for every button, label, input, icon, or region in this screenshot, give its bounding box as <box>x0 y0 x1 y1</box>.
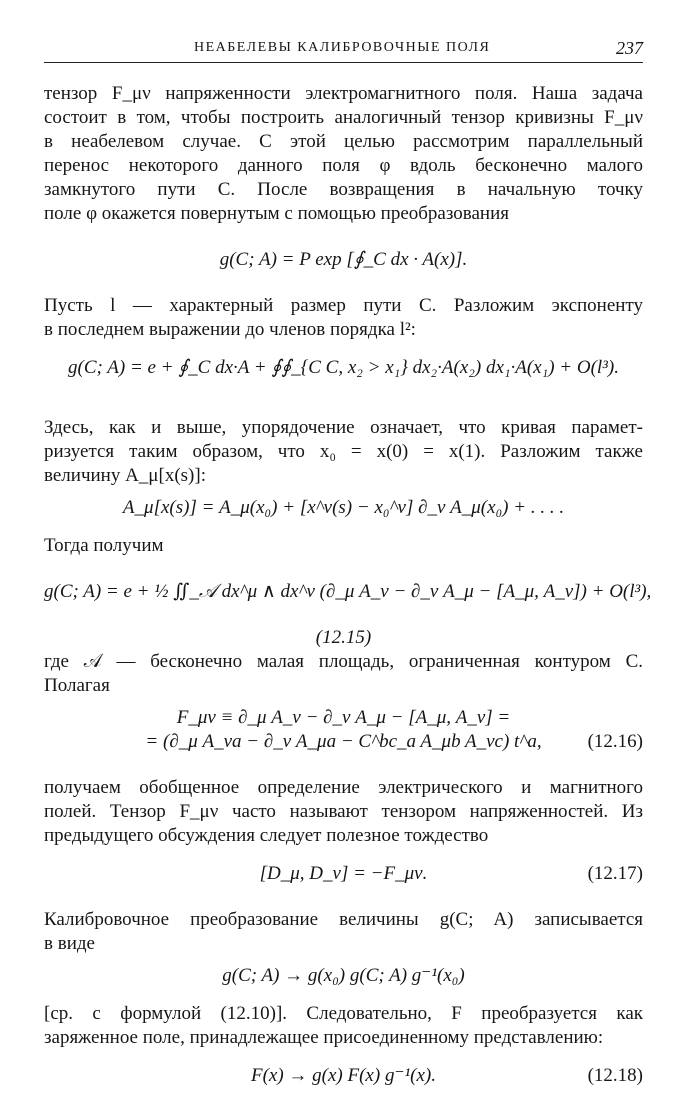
equation-number-12-18: (12.18) <box>587 1065 643 1086</box>
text-line: ризуется таким образом, что x₀ = x(0) = x(1). Разложим также <box>44 441 643 462</box>
text-line: поле φ окажется повернутым с помощью преобразования <box>44 203 509 224</box>
text-line: полей. Тензор F_μν часто называют тензором напряженностей. Из <box>44 801 643 822</box>
paragraph-1 <box>44 82 643 226</box>
paragraph-8 <box>44 1002 643 1050</box>
paragraph-4 <box>44 534 643 558</box>
text-line: получаем обобщенное определение электрического и магнитного <box>44 777 643 798</box>
text-line: Калибровочное преобразование величины g(C; A) записывается <box>44 909 643 930</box>
equation-12-15: g(C; A) = e + ½ ∬_𝒜 dx^μ ∧ dx^ν (∂_μ A_ν − ∂_ν A_μ − [A_μ, A_ν]) + O(l³), <box>44 581 652 602</box>
page-header <box>44 36 643 63</box>
text-line: перенос некоторого данного поля φ вдоль бесконечно малого <box>44 155 643 176</box>
text-line: Тогда получим <box>44 535 164 556</box>
equation-number-12-15: (12.15) <box>315 627 372 648</box>
text-line: предыдущего обсуждения следует полезное тождество <box>44 825 489 846</box>
text-line: Здесь, как и выше, упорядочение означает, что кривая парамет- <box>44 417 643 438</box>
equation-g-expansion: g(C; A) = e + ∮_C dx·A + ∮∮_{C C, x₂ > x₁} dx₂·A(x₂) dx₁·A(x₁) + O(l³). <box>68 357 619 378</box>
equation-12-16-body: = (∂_μ A_νa − ∂_ν A_μa − C^bc_a A_μb A_νc) t^a, <box>145 731 542 752</box>
text-line: тензор F_μν напряженности электромагнитного поля. Наша задача <box>44 83 643 104</box>
equation-12-17-body: [D_μ, D_ν] = −F_μν. <box>259 863 428 884</box>
equation-12-18 <box>44 1064 643 1088</box>
page-number: 237 <box>616 38 643 58</box>
equation-A-mu-expansion: A_μ[x(s)] = A_μ(x₀) + [x^ν(s) − x₀^ν] ∂_ν A_μ(x₀) + . . . . <box>122 497 565 518</box>
text-line: заряженное поле, принадлежащее присоединенному представлению: <box>44 1027 604 1048</box>
text-line: Полагая <box>44 675 110 696</box>
equation-g-path-ordered: g(C; A) = P exp [∮_C dx · A(x)]. <box>219 249 468 270</box>
equation-12-18-body: F(x) → g(x) F(x) g⁻¹(x). <box>250 1065 437 1086</box>
paragraph-3 <box>44 416 643 488</box>
equation-number-12-16: (12.16) <box>587 731 643 752</box>
equation-number-12-17: (12.17) <box>587 863 643 884</box>
text-line: замкнутого пути C. После возвращения в начальную точку <box>44 179 643 200</box>
equation-12-16-line-2 <box>44 730 643 754</box>
paragraph-5 <box>44 650 643 698</box>
running-title: НЕАБЕЛЕВЫ КАЛИБРОВОЧНЫЕ ПОЛЯ <box>194 40 491 55</box>
text-line: [ср. с формулой (12.10)]. Следовательно, F преобразуется как <box>44 1003 643 1024</box>
text-line: в последнем выражении до членов порядка l²: <box>44 319 416 340</box>
text-line: в виде <box>44 933 95 954</box>
text-line: в неабелевом случае. С этой целью рассмотрим параллельный <box>44 131 643 152</box>
text-line: величину A_μ[x(s)]: <box>44 465 206 486</box>
text-line: где 𝒜 — бесконечно малая площадь, ограниченная контуром C. <box>44 651 643 672</box>
equation-gauge-transformation: g(C; A) → g(x₀) g(C; A) g⁻¹(x₀) <box>222 965 465 986</box>
text-line: Пусть l — характерный размер пути C. Разложим экспоненту <box>44 295 643 316</box>
equation-12-16-line-1: F_μν ≡ ∂_μ A_ν − ∂_ν A_μ − [A_μ, A_ν] = <box>176 707 511 728</box>
paragraph-6 <box>44 776 643 848</box>
paragraph-2 <box>44 294 643 342</box>
equation-12-17 <box>44 862 643 886</box>
text-line: состоит в том, чтобы построить аналогичный тензор кривизны F_μν <box>44 107 643 128</box>
paragraph-7 <box>44 908 643 956</box>
page-body <box>44 82 652 1088</box>
